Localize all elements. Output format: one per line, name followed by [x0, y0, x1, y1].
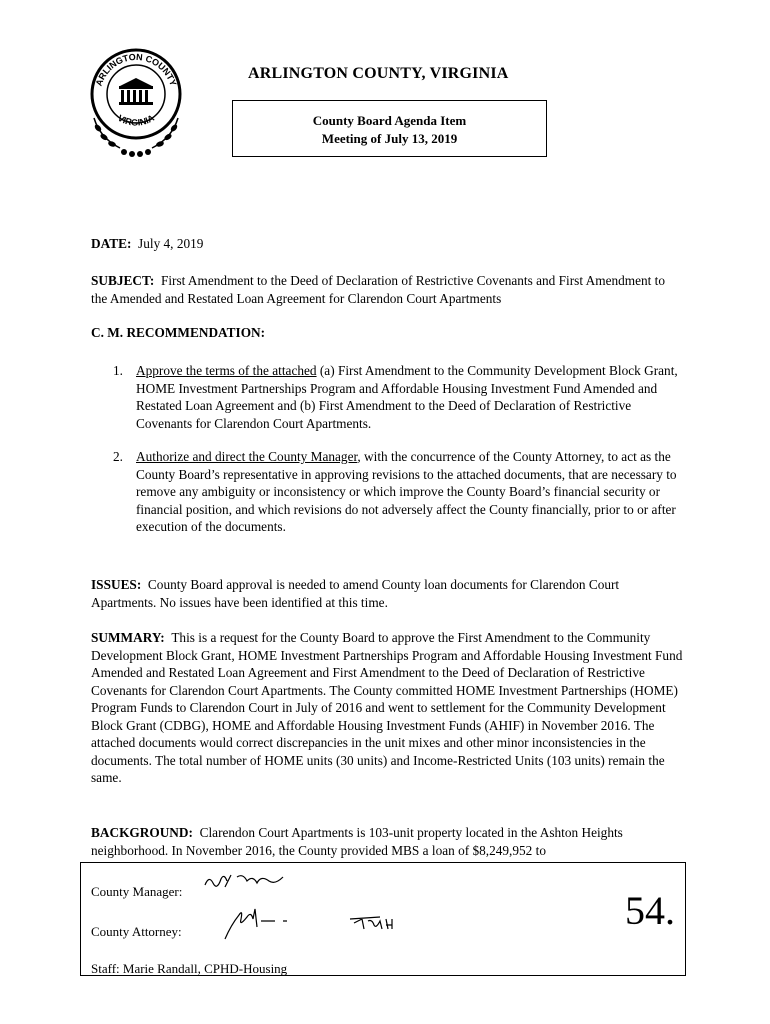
meeting-date-label: Meeting of July 13, 2019: [321, 131, 458, 146]
staff-line: Staff: Marie Randall, CPHD-Housing: [91, 961, 288, 976]
agenda-item-label: County Board Agenda Item: [312, 113, 467, 128]
subject-label: SUBJECT:: [91, 273, 155, 288]
recommendation-heading: C. M. RECOMMENDATION:: [91, 325, 266, 340]
subject-text: First Amendment to the Deed of Declaration of Restrictive Covenants and First Amendment to the Amended and Restated Loan Agreement for Clarendon Court Apartments: [91, 273, 666, 306]
county-manager-signature: [203, 869, 293, 898]
background-label: BACKGROUND:: [91, 825, 193, 840]
issues-paragraph: [91, 576, 681, 611]
county-title: ARLINGTON COUNTY, VIRGINIA: [248, 65, 509, 82]
summary-label: SUMMARY:: [91, 630, 165, 645]
recommendation-list: [91, 362, 681, 552]
list-item: [91, 362, 681, 432]
summary-text: This is a request for the County Board to approve the First Amendment to the Community Development Block Grant, HOME Investment Partnerships Program and Affordable Housing Investment Fund Amended and Restated Loan Agreement and First Amendment to the Deed of Declaration of Restrictive Covenants for Clarendon Court Apartments. The County committed HOME Investment Partnerships (HOME) Program Funds to Clarendon Court in July of 2016 and went to settlement for the Community Development Block Grant (CDBG), HOME and Affordable Housing Investment Funds (AHIF) in November 2016. The attached documents would correct discrepancies in the unit mixes and other minor inconsistencies in the documents. The total number of HOME units (30 units) and Income-Restricted Units (103 units) remain the same.: [91, 630, 683, 785]
date-label: DATE:: [91, 236, 132, 251]
list-item-lead: Approve the terms of the attached: [136, 363, 317, 378]
list-item-text: (a) First Amendment to the Community Development Block Grant, HOME Investment Partnerships Program and Affordable Housing Investment Fund Amended and Restated Loan Agreement and (b) First Amendment to the Deed of Declaration of Restrictive Covenants for Clarendon Court Apartments.: [136, 363, 678, 431]
seal-top-text: ARLINGTON COUNTY: [93, 51, 179, 88]
list-item-number: 1.: [113, 363, 123, 378]
background-paragraph: [91, 824, 681, 859]
approval-footer-box: [80, 862, 686, 976]
county-manager-label: County Manager:: [91, 884, 183, 899]
date-line: [91, 235, 203, 253]
county-attorney-label: County Attorney:: [91, 924, 182, 939]
issues-label: ISSUES:: [91, 577, 142, 592]
background-text: Clarendon Court Apartments is 103-unit property located in the Ashton Heights neighborhood. In November 2016, the County provided MBS a loan of $8,249,952 to: [91, 825, 623, 858]
svg-text:VIRGINIA: [116, 113, 156, 128]
summary-paragraph: [91, 629, 683, 787]
attorney-initials-signature: [346, 913, 406, 938]
county-seal-logo: [86, 44, 186, 162]
county-attorney-signature: [221, 905, 311, 946]
list-item-lead: Authorize and direct the County Manager: [136, 449, 358, 464]
agenda-item-box: [232, 100, 547, 157]
subject-paragraph: [91, 272, 681, 307]
list-item-text: , with the concurrence of the County Attorney, to act as the County Board’s representative in approving revisions to the attached documents, that are necessary to remove any ambiguity or inconsistency or which improve the County Board’s financial security or financial position, and which revisions do not adversely affect the County financially, prior to or after execution of the documents.: [136, 449, 677, 534]
list-item-number: 2.: [113, 449, 123, 464]
agenda-item-number: 54.: [625, 888, 675, 933]
date-value: July 4, 2019: [138, 236, 204, 251]
list-item: [91, 448, 681, 536]
issues-text: County Board approval is needed to amend County loan documents for Clarendon Court Apartments. No issues have been identified at this time.: [91, 577, 620, 610]
seal-bottom-text: VIRGINIA: [116, 112, 156, 128]
